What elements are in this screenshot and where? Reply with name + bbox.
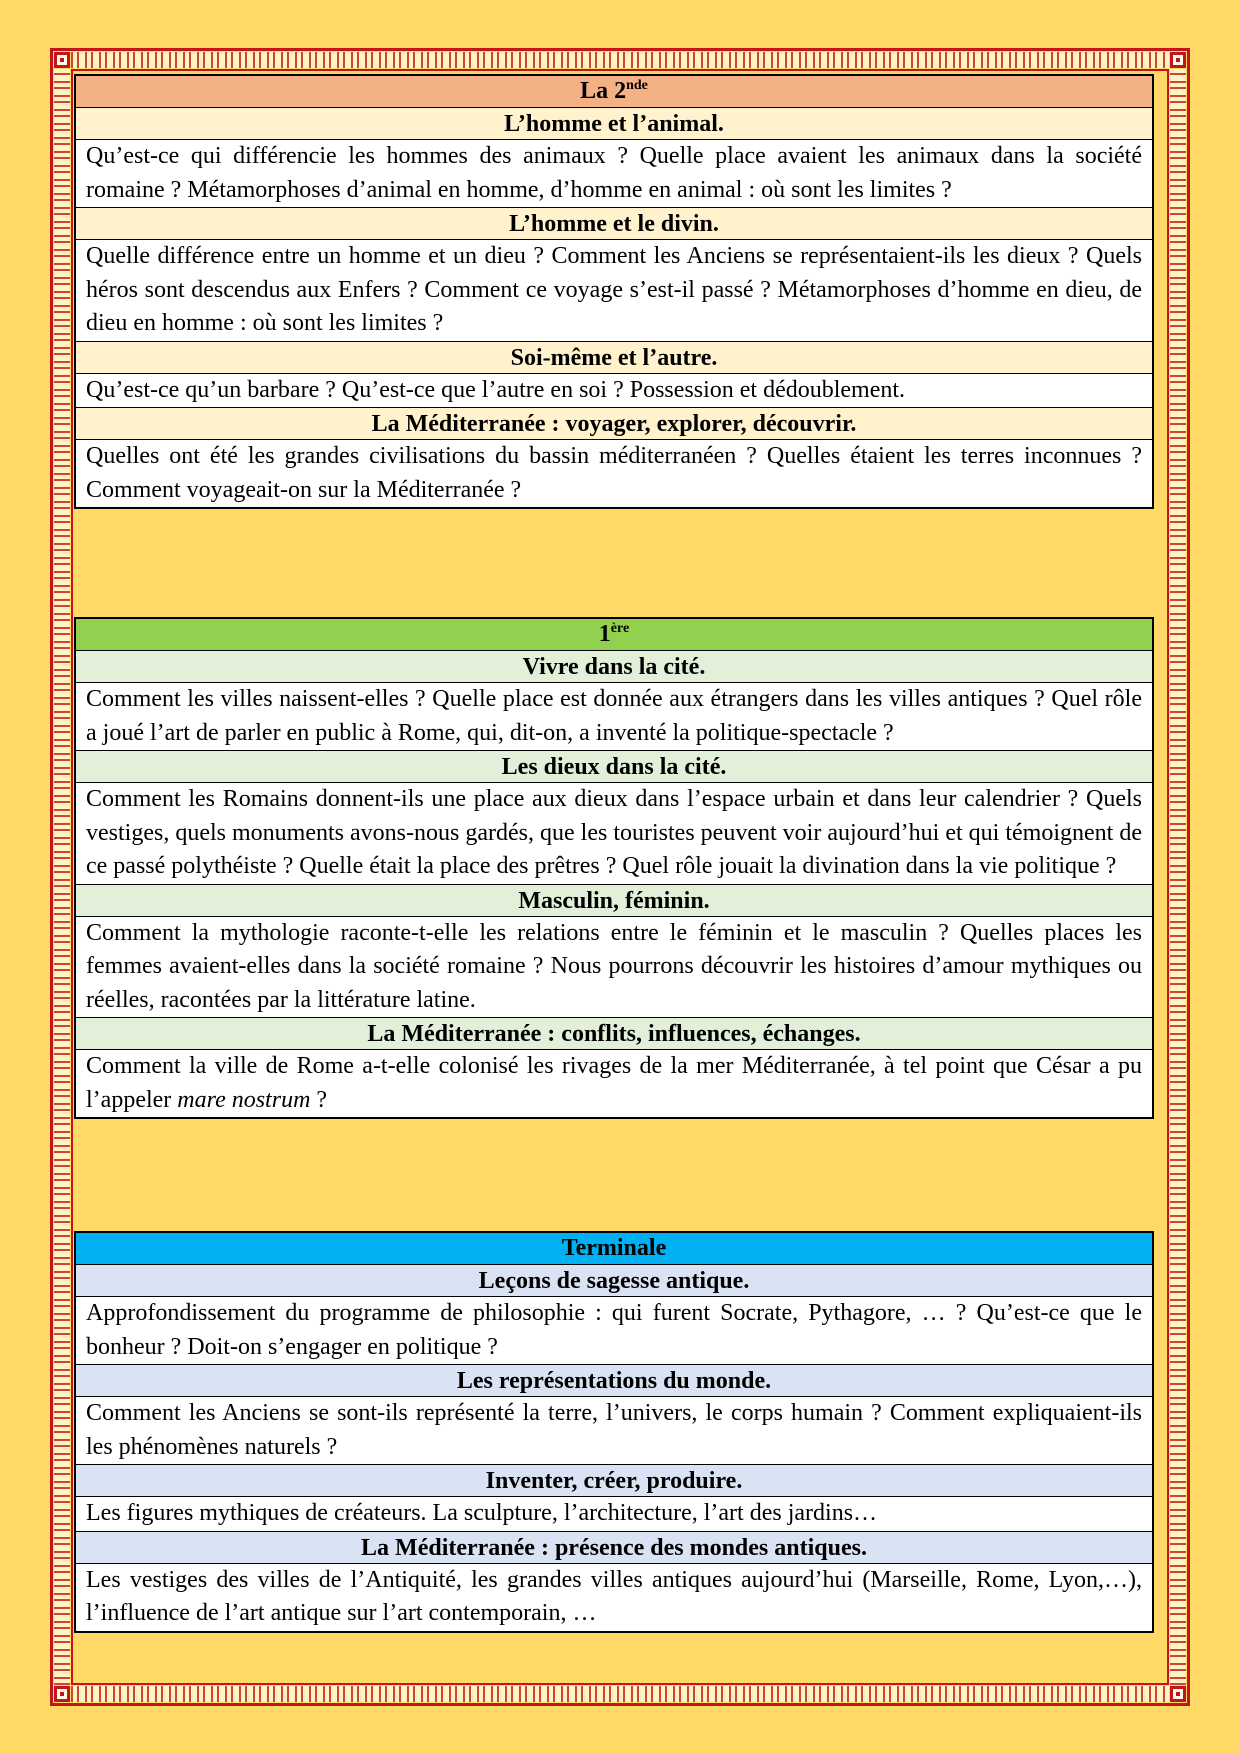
theme-title: L’homme et le divin.	[76, 207, 1152, 239]
theme-description: Comment les Anciens se sont-ils représenté la terre, l’univers, le corps humain ? Comment expliquaient-ils les phénomènes naturels ?	[76, 1396, 1152, 1464]
theme-title: La Méditerranée : voyager, explorer, découvrir.	[76, 407, 1152, 439]
theme-title: Masculin, féminin.	[76, 884, 1152, 916]
level-title: Terminale	[561, 1235, 667, 1261]
theme-description: Comment la mythologie raconte-t-elle les relations entre le féminin et le masculin ? Quelles places les femmes avaient-elles dans la société romaine ? Nous pourrons découvrir les histoires d’amour mythiques ou réelles, racontées par la littérature latine.	[76, 916, 1152, 1018]
level-superscript: nde	[626, 78, 648, 93]
level-title: 1	[598, 621, 611, 647]
theme-title: Inventer, créer, produire.	[76, 1464, 1152, 1496]
theme-description: Comment les Romains donnent-ils une place aux dieux dans l’espace urbain et dans leur calendrier ? Quels vestiges, quels monuments avons-nous gardés, que les touristes peuvent voir aujourd’hui et qui témoignent de ce passé polythéiste ? Quelle était la place des prêtres ? Quel rôle jouait la divination dans la vie politique ?	[76, 782, 1152, 884]
border-corner	[54, 52, 70, 68]
border-corner	[1170, 1686, 1186, 1702]
program-table-seconde	[74, 74, 1154, 509]
border-pattern-top	[71, 52, 1169, 68]
theme-description: Comment les villes naissent-elles ? Quelle place est donnée aux étrangers dans les villes antiques ? Quel rôle a joué l’art de parler en public à Rome, qui, dit-on, a inventé la politique-spectacle ?	[76, 682, 1152, 750]
theme-description: Quelle différence entre un homme et un dieu ? Comment les Anciens se représentaient-ils les dieux ? Quels héros sont descendus aux Enfers ? Comment ce voyage s’est-il passé ? Métamorphoses d’homme en dieu, de dieu en homme : où sont les limites ?	[76, 239, 1152, 341]
theme-title: La Méditerranée : conflits, influences, échanges.	[76, 1017, 1152, 1049]
border-pattern-right	[1170, 69, 1186, 1685]
level-header	[76, 619, 1152, 650]
level-header	[76, 1233, 1152, 1264]
theme-title: L’homme et l’animal.	[76, 107, 1152, 139]
theme-title: Leçons de sagesse antique.	[76, 1264, 1152, 1296]
theme-title: La Méditerranée : présence des mondes antiques.	[76, 1531, 1152, 1563]
theme-title: Soi-même et l’autre.	[76, 341, 1152, 373]
level-header	[76, 76, 1152, 107]
theme-description: Qu’est-ce qu’un barbare ? Qu’est-ce que l’autre en soi ? Possession et dédoublement.	[76, 373, 1152, 408]
border-pattern-bottom	[71, 1686, 1169, 1702]
border-corner	[1170, 52, 1186, 68]
program-table-premiere	[74, 617, 1154, 1119]
level-title: La 2	[580, 78, 627, 104]
theme-description: Qu’est-ce qui différencie les hommes des animaux ? Quelle place avaient les animaux dans la société romaine ? Métamorphoses d’animal en homme, d’homme en animal : où sont les limites ?	[76, 139, 1152, 207]
theme-title: Les dieux dans la cité.	[76, 750, 1152, 782]
program-table-terminale	[74, 1231, 1154, 1633]
theme-description: Quelles ont été les grandes civilisations du bassin méditerranéen ? Quelles étaient les terres inconnues ? Comment voyageait-on sur la Méditerranée ?	[76, 439, 1152, 507]
theme-description	[76, 1049, 1152, 1117]
theme-description: Approfondissement du programme de philosophie : qui furent Socrate, Pythagore, … ? Qu’est-ce que le bonheur ? Doit-on s’engager en politique ?	[76, 1296, 1152, 1364]
description-text: Comment la ville de Rome a-t-elle colonisé les rivages de la mer Méditerranée, à tel point que César a pu l’appeler	[86, 1053, 1142, 1113]
border-pattern-left	[54, 69, 70, 1685]
description-text: ?	[310, 1086, 328, 1113]
theme-title: Vivre dans la cité.	[76, 650, 1152, 682]
border-corner	[54, 1686, 70, 1702]
level-superscript: ère	[610, 621, 630, 636]
theme-description: Les figures mythiques de créateurs. La sculpture, l’architecture, l’art des jardins…	[76, 1496, 1152, 1531]
theme-title: Les représentations du monde.	[76, 1364, 1152, 1396]
theme-description: Les vestiges des villes de l’Antiquité, les grandes villes antiques aujourd’hui (Marseille, Rome, Lyon,…), l’influence de l’art antique sur l’art contemporain, …	[76, 1563, 1152, 1631]
description-italic: mare nostrum	[177, 1086, 311, 1113]
